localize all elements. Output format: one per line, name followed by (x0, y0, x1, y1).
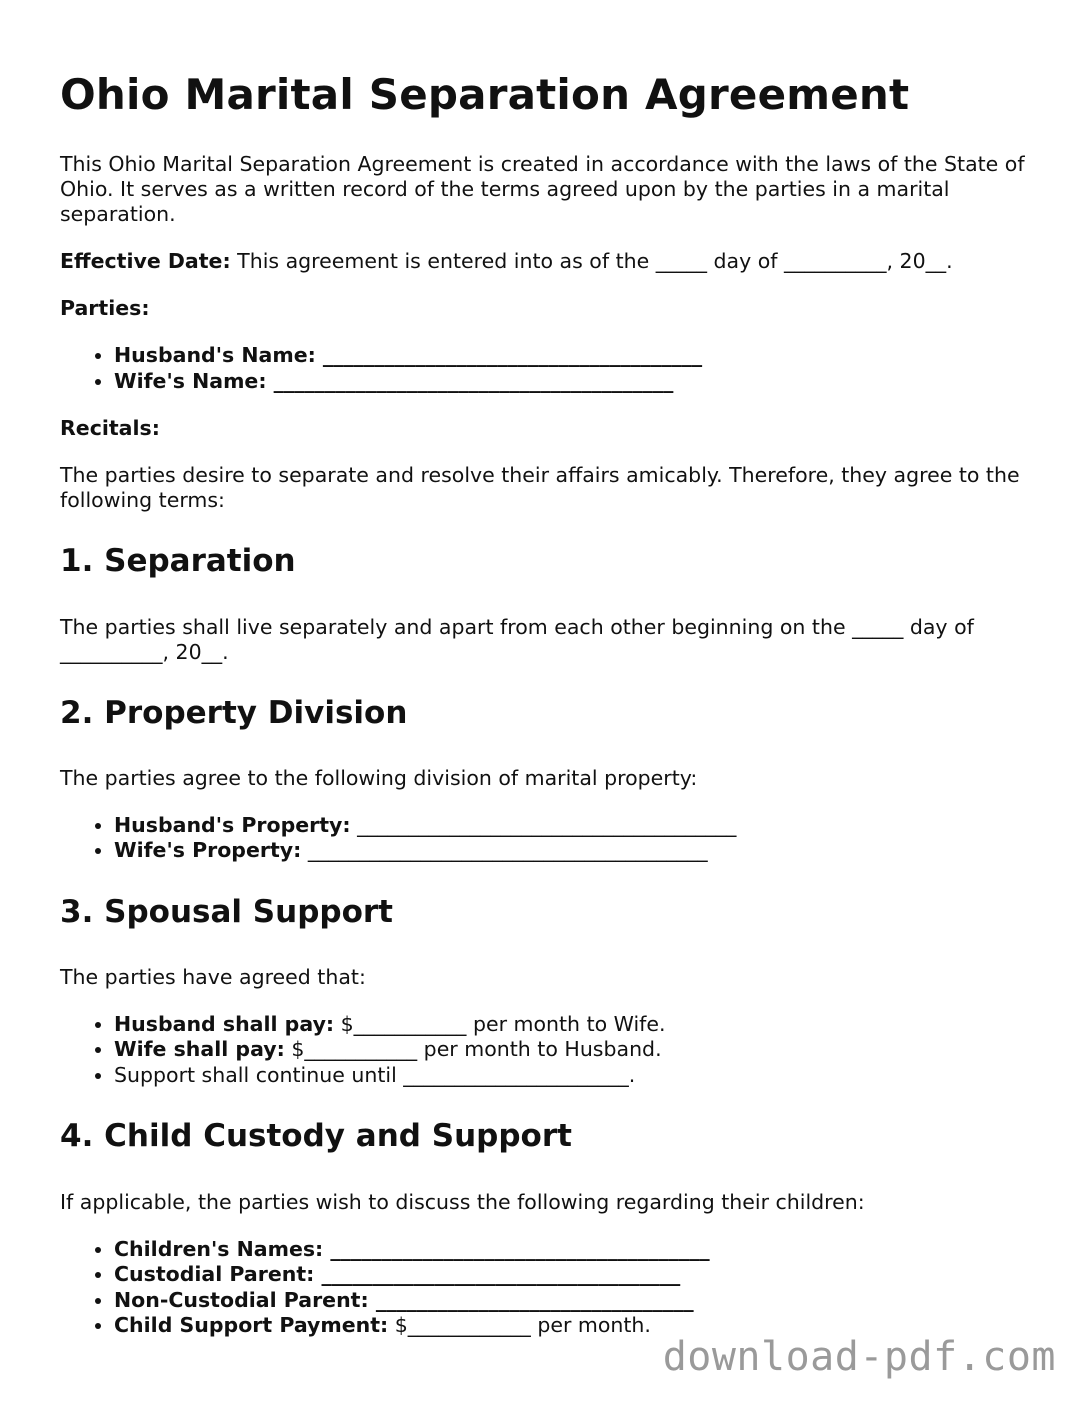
spousal-support-paragraph: The parties have agreed that: (60, 964, 366, 989)
list-item (114, 1063, 1030, 1089)
list-item (114, 369, 1030, 395)
list-item (114, 1288, 1030, 1314)
child-custody-heading: 4. Child Custody and Support (60, 1118, 572, 1155)
husband-pay-value: $___________ per month to Wife. (334, 1011, 666, 1036)
wife-pay-value: $___________ per month to Husband. (284, 1037, 662, 1062)
separation-paragraph: The parties shall live separately and apart from each other beginning on the _____ day of __________, 20__. (60, 614, 974, 664)
list-item (114, 343, 1030, 369)
parties-heading: Parties: (60, 296, 150, 321)
husband-property-blank: _____________________________________ (350, 812, 737, 837)
child-support-payment-value: $____________ per month. (388, 1313, 651, 1338)
children-names-label: Children's Names: (114, 1236, 324, 1261)
wife-property-label: Wife's Property: (114, 838, 302, 863)
children-names-blank: _____________________________________ (323, 1236, 710, 1261)
custodial-parent-blank: ___________________________________ (314, 1262, 681, 1287)
non-custodial-parent-label: Non-Custodial Parent: (114, 1287, 369, 1312)
husband-pay-label: Husband shall pay: (114, 1011, 335, 1036)
list-item (114, 813, 1030, 839)
support-duration-text: Support shall continue until ______________________. (114, 1062, 636, 1087)
property-division-heading: 2. Property Division (60, 694, 408, 731)
child-custody-paragraph: If applicable, the parties wish to discuss the following regarding their children: (60, 1189, 865, 1214)
document-page (60, 70, 1030, 1361)
wife-name-label: Wife's Name: (114, 368, 267, 393)
husband-name-blank: _____________________________________ (315, 343, 703, 368)
list-item (114, 1037, 1030, 1063)
recitals-heading: Recitals: (60, 416, 160, 441)
recitals-paragraph: The parties desire to separate and resolve their affairs amicably. Therefore, they agree to the following terms: (60, 463, 1020, 513)
wife-name-blank: _______________________________________ (266, 368, 674, 393)
child-support-payment-label: Child Support Payment: (114, 1313, 389, 1338)
husband-property-label: Husband's Property: (114, 812, 351, 837)
wife-property-blank: _______________________________________ (301, 838, 708, 863)
list-item (114, 1262, 1030, 1288)
list-item (114, 1012, 1030, 1038)
wife-pay-label: Wife shall pay: (114, 1037, 285, 1062)
property-list (60, 813, 1030, 864)
effective-date-label: Effective Date: (60, 249, 231, 274)
page-title: Ohio Marital Separation Agreement (60, 70, 910, 119)
parties-list (60, 343, 1030, 394)
list-item (114, 1237, 1030, 1263)
child-custody-list (60, 1237, 1030, 1339)
separation-heading: 1. Separation (60, 543, 296, 580)
list-item (114, 838, 1030, 864)
spousal-support-heading: 3. Spousal Support (60, 893, 393, 930)
non-custodial-parent-blank: _______________________________ (368, 1287, 694, 1312)
husband-name-label: Husband's Name: (114, 343, 316, 368)
effective-date-paragraph (60, 249, 1030, 274)
spousal-support-list (60, 1012, 1030, 1089)
property-division-paragraph: The parties agree to the following division of marital property: (60, 765, 698, 790)
intro-paragraph: This Ohio Marital Separation Agreement is created in accordance with the laws of the State of Ohio. It serves as a written record of the terms agreed upon by the parties in a marital separation. (60, 152, 1025, 227)
watermark: download-pdf.com (662, 1334, 1056, 1380)
effective-date-text: This agreement is entered into as of the _____ day of __________, 20__. (230, 249, 953, 274)
custodial-parent-label: Custodial Parent: (114, 1262, 315, 1287)
